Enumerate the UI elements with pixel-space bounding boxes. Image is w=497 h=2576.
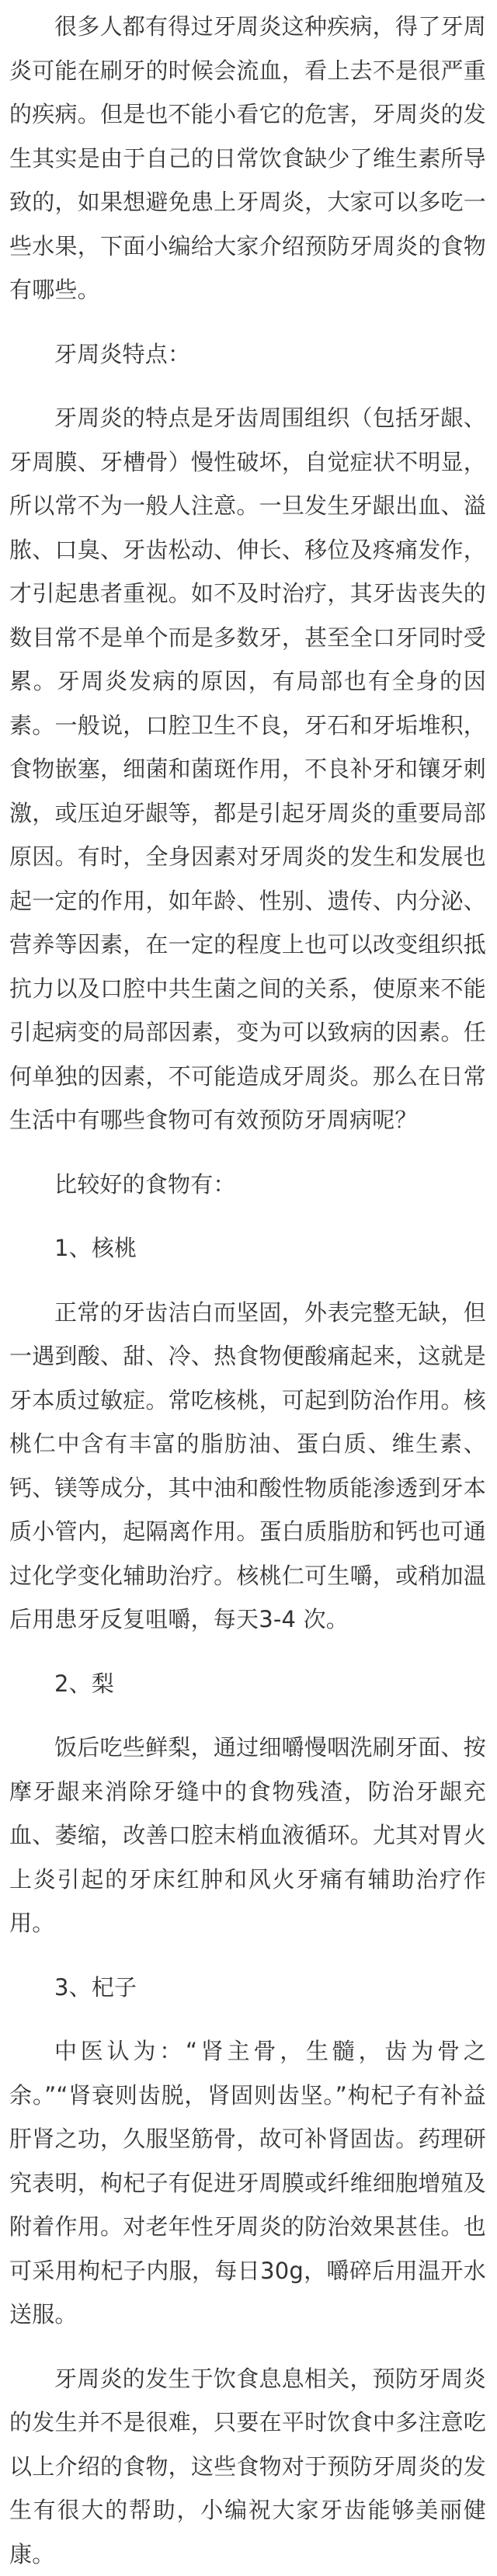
walnut-paragraph: 正常的牙齿洁白而坚固，外表完整无缺，但一遇到酸、甜、冷、热食物便酸痛起来，这就是牙本质过敏症。常吃核桃，可起到防治作用。核桃仁中含有丰富的脂肪油、蛋白质、维生素、钙、镁等成分，其中油和酸性物质能渗透到牙本质小管内，起隔离作用。蛋白质脂肪和钙也可通过化学变化辅助治疗。核桃仁可生嚼，或稍加温后用患牙反复咀嚼，每天3-4 次。 <box>9 1291 486 1642</box>
pear-paragraph: 饭后吃些鲜梨，通过细嚼慢咽洗刷牙面、按摩牙龈来消除牙缝中的食物残渣，防治牙龈充血、萎缩，改善口腔末梢血液循环。尤其对胃火上炎引起的牙床红肿和风火牙痛有辅助治疗作用。 <box>9 1726 486 1945</box>
conclusion-paragraph: 牙周炎的发生于饮食息息相关，预防牙周炎的发生并不是很难，只要在平时饮食中多注意吃以上介绍的食物，这些食物对于预防牙周炎的发生有很大的帮助，小编祝大家牙齿能够美丽健康。 <box>9 2357 486 2576</box>
paragraph-gap <box>9 1642 486 1662</box>
paragraph-gap <box>9 1945 486 1966</box>
section-heading-characteristics: 牙周炎特点： <box>9 332 486 377</box>
intro-paragraph: 很多人都有得过牙周炎这种疾病，得了牙周炎可能在刷牙的时候会流血，看上去不是很严重的疾病。但是也不能小看它的危害，牙周炎的发生其实是由于自己的日常饮食缺少了维生素所导致的，如果想避免患上牙周炎，大家可以多吃一些水果，下面小编给大家介绍预防牙周炎的食物有哪些。 <box>9 5 486 312</box>
food-heading-pear: 2、梨 <box>9 1662 486 1706</box>
paragraph-gap <box>9 1271 486 1291</box>
paragraph-gap <box>9 1705 486 1726</box>
section-heading-good-foods: 比较好的食物有： <box>9 1163 486 1207</box>
paragraph-gap <box>9 1142 486 1163</box>
paragraph-gap <box>9 2009 486 2029</box>
paragraph-gap <box>9 2337 486 2357</box>
paragraph-gap <box>9 312 486 332</box>
paragraph-gap <box>9 376 486 396</box>
food-heading-wolfberry: 3、杞子 <box>9 1966 486 2010</box>
paragraph-gap <box>9 1206 486 1226</box>
food-heading-walnut: 1、核桃 <box>9 1226 486 1271</box>
wolfberry-paragraph: 中医认为：“肾主骨，生髓，齿为骨之余。”“肾衰则齿脱，肾固则齿坚。”枸杞子有补益肝肾之功，久服坚筋骨，故可补肾固齿。药理研究表明，枸杞子有促进牙周膜或纤维细胞增殖及附着作用。对老年性牙周炎的防治效果甚佳。也可采用枸杞子内服，每日30g，嚼碎后用温开水送服。 <box>9 2029 486 2337</box>
characteristics-paragraph: 牙周炎的特点是牙齿周围组织（包括牙龈、牙周膜、牙槽骨）慢性破坏，自觉症状不明显，所以常不为一般人注意。一旦发生牙龈出血、溢脓、口臭、牙齿松动、伸长、移位及疼痛发作，才引起患者重视。如不及时治疗，其牙齿丧失的数目常不是单个而是多数牙，甚至全口牙同时受累。牙周炎发病的原因，有局部也有全身的因素。一般说，口腔卫生不良，牙石和牙垢堆积，食物嵌塞，细菌和菌斑作用，不良补牙和镶牙刺激，或压迫牙龈等，都是引起牙周炎的重要局部原因。有时，全身因素对牙周炎的发生和发展也起一定的作用，如年龄、性别、遗传、内分泌、营养等因素，在一定的程度上也可以改变组织抵抗力以及口腔中共生菌之间的关系，使原来不能引起病变的局部因素，变为可以致病的因素。任何单独的因素，不可能造成牙周炎。那么在日常生活中有哪些食物可有效预防牙周病呢？ <box>9 396 486 1142</box>
